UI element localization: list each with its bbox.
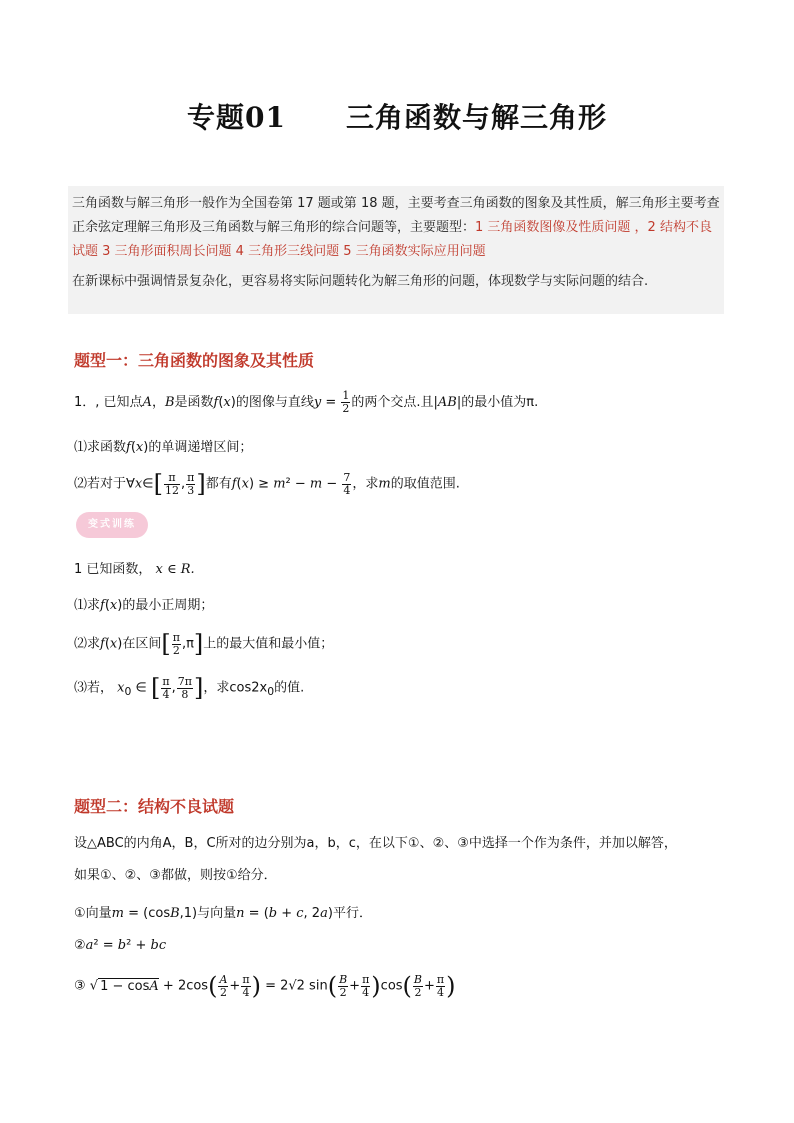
variant-sub-2: ⑵求f(x)在区间[ $\frac{\pi}{2}$ ,π]上的最大值和最小值； [74,630,334,658]
s1-text-b: 的单调递增区间； [148,440,253,455]
v1-text-b: x ∈ R. [155,562,195,577]
s2-text-c: ，求 [352,476,379,492]
v1-s2-b: 在区间 [122,636,162,652]
q1-text-e2: π. [526,395,539,410]
subquestion-2: ⑵若对于∀x∈[ $\frac{\pi}{12}$ , $\frac{\pi}{3}$ ]都有f(x) ≥ m² − m − $\frac{7}{4}$ ，求m的取值范围. [74,470,460,498]
s2-text-d: 的取值范围. [390,476,460,492]
q1-text-c: 的图像与直线 [235,395,314,410]
v1-text: 1 已知函数， [74,562,152,577]
q1-text-e: 的最小值为 [461,395,527,410]
c3-label: ③ [74,978,86,994]
page-title [0,96,794,136]
section2-para-1: 设△ABC的内角A，B，C所对的边分别为a，b，c，在以下①、②、③中选择一个作为条件，并加以解答， [74,836,677,851]
variant-1 [74,558,195,577]
intro-types: 1 三角函数图像及性质问题 ，2 结构不良试题 3 三角形面积周长问题 4 三角形三线问题 5 三角函数实际应用问题 [72,220,712,259]
subquestion-1: ⑴求函数f(x)的单调递增区间； [74,440,253,455]
v1-s2-c: 上的最大值和最小值； [203,636,334,652]
c2-label: ② [74,938,86,953]
condition-2: ②a² = b² + bc [74,938,167,953]
c1-c: 平行． [332,906,372,921]
question-1: 1．, 已知点A，B是函数f(x)的图像与直线y = $\frac{1}{2}$ 的两个交点.且|AB|的最小值为π. [74,389,539,415]
s1-text-a: ⑴求函数 [74,440,127,455]
condition-3: ③ √ 1 − cosA + 2cos( $\frac{A}{2}$ + $\frac{\pi}{4}$ ) = 2√2 sin( $\frac{B}{2}$ + $\frac{\pi}{4}$ )cos( $\frac{B}{2}$ + $\frac{\pi}{4}$ ) [74,972,456,1000]
intro-text-a: 三角函数与解三角形一般作为全国卷第 17 题或第 18 题，主要考查三角函数的图象及其性质，解三角形主要考查正余弦定理解三角形及三角函数与解三角形的综合问题等，主要题型： [72,196,720,235]
section1-heading: 题型一：三角函数的图象及其性质 [74,351,315,370]
v1-s3-c: 的值. [274,680,305,696]
title-label: 专题01 [187,101,286,134]
s2-text-b: 都有 [205,476,232,492]
q1-text-d: 的两个交点.且 [351,395,434,410]
variant-sub-1: ⑴求f(x)的最小正周期； [74,598,214,613]
section2-para-2: 如果①、②、③都做，则按①给分． [74,868,277,883]
c1-a: ①向量 [74,906,112,921]
v1-s1-b: 的最小正周期； [122,598,214,613]
v1-s3-a: ⑶若， [74,680,114,696]
v1-s1-a: ⑴求 [74,598,101,613]
section2-heading: 题型二：结构不良试题 [74,797,235,816]
practice-badge: 变式训练 [76,512,148,538]
q1-text-a: 1．, 已知点 [74,395,143,410]
title-text: 三角函数与解三角形 [345,101,607,134]
intro-text-b: 在新课标中强调情景复杂化，更容易将实际问题转化为解三角形的问题，体现数学与实际问题的结合. [72,274,649,289]
v1-s3-b: ，求cos2x [203,680,268,696]
intro-box [68,186,724,314]
s2-text-a: ⑵若对于 [74,476,127,492]
condition-1: ①向量m = (cosB,1)与向量n = (b + c, 2a)平行． [74,906,372,921]
variant-sub-3: ⑶若， $x_0$ ∈ [ $\frac{\pi}{4}$ , $\frac{7\pi}{8}$ ]，求$\cos 2x_0$的值. [74,674,305,702]
v1-s2-a: ⑵求 [74,636,101,652]
c1-b: 与向量 [197,906,237,921]
q1-text-b: 是函数 [174,395,214,410]
